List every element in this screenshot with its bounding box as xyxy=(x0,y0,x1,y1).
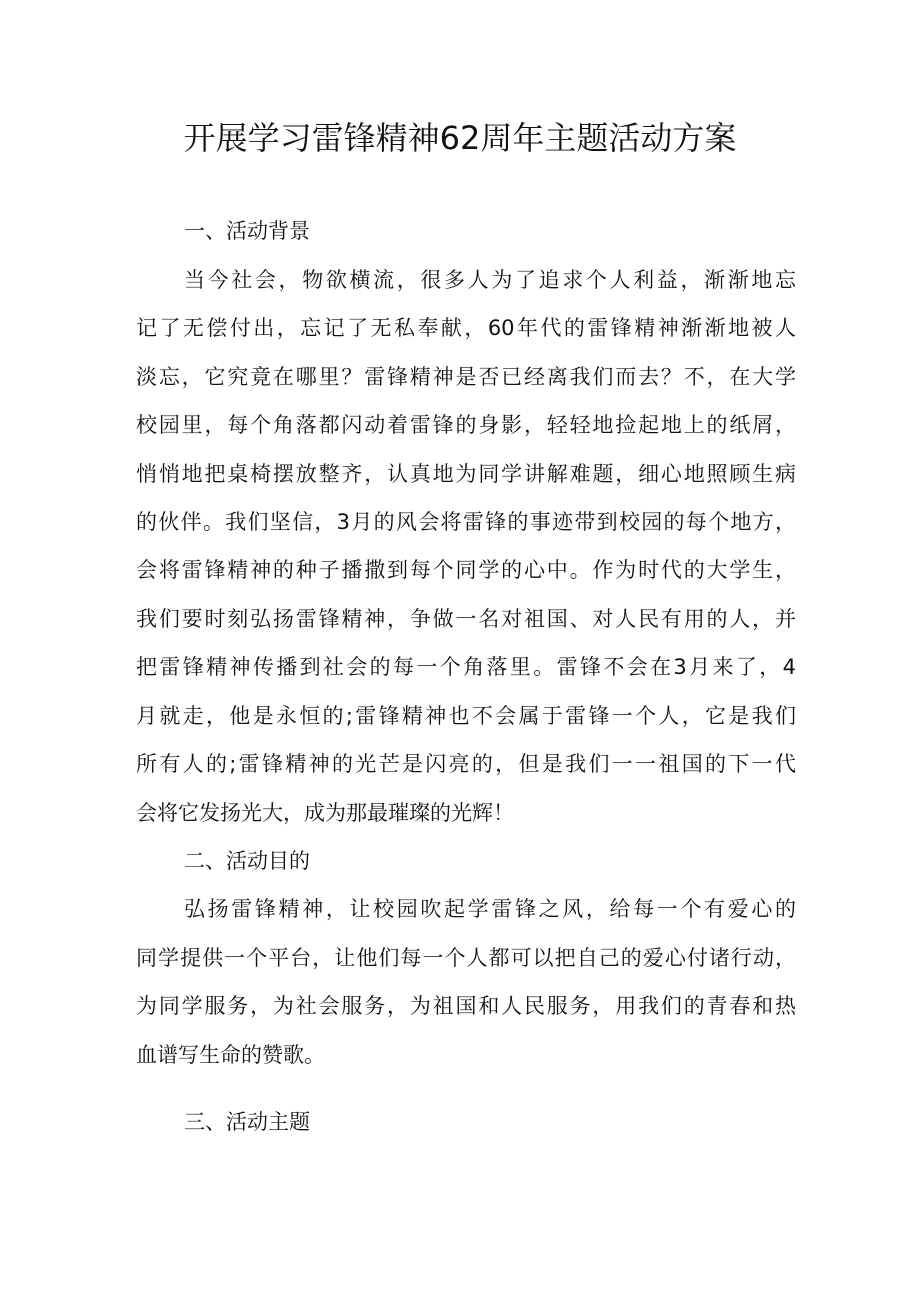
paragraph-line: 月就走，他是永恒的;雷锋精神也不会属于雷锋一个人，它是我们 xyxy=(136,704,796,728)
document-title: 开展学习雷锋精神62周年主题活动方案 xyxy=(183,119,737,157)
paragraph-line: 所有人的;雷锋精神的光芒是闪亮的，但是我们一一祖国的下一代 xyxy=(136,752,796,776)
paragraph-line: 的伙伴。我们坚信，3月的风会将雷锋的事迹带到校园的每个地方， xyxy=(136,510,796,534)
section-heading-purpose: 二、活动目的 xyxy=(184,849,310,873)
paragraph-line: 淡忘，它究竟在哪里？雷锋精神是否已经离我们而去？不，在大学 xyxy=(136,365,796,389)
paragraph-line: 把雷锋精神传播到社会的每一个角落里。雷锋不会在3月来了，4 xyxy=(136,655,796,679)
paragraph-line: 会将它发扬光大，成为那最璀璨的光辉！ xyxy=(136,801,514,825)
paragraph-line: 校园里，每个角落都闪动着雷锋的身影，轻轻地捡起地上的纸屑， xyxy=(136,413,796,437)
section-heading-theme: 三、活动主题 xyxy=(184,1110,310,1134)
paragraph-line: 弘扬雷锋精神，让校园吹起学雷锋之风，给每一个有爱心的 xyxy=(184,897,796,921)
paragraph-line: 当今社会，物欲横流，很多人为了追求个人利益，渐渐地忘 xyxy=(184,268,796,292)
paragraph-line: 我们要时刻弘扬雷锋精神，争做一名对祖国、对人民有用的人，并 xyxy=(136,607,796,631)
paragraph-line: 同学提供一个平台，让他们每一个人都可以把自己的爱心付诸行动， xyxy=(136,946,796,970)
section-heading-background: 一、活动背景 xyxy=(184,219,310,243)
paragraph-line: 悄悄地把桌椅摆放整齐，认真地为同学讲解难题，细心地照顾生病 xyxy=(136,462,796,486)
paragraph-line: 为同学服务，为社会服务，为祖国和人民服务，用我们的青春和热 xyxy=(136,994,796,1018)
paragraph-line: 会将雷锋精神的种子播撒到每个同学的心中。作为时代的大学生， xyxy=(136,558,796,582)
paragraph-line: 血谱写生命的赞歌。 xyxy=(136,1043,325,1067)
paragraph-line: 记了无偿付出，忘记了无私奉献，60年代的雷锋精神渐渐地被人 xyxy=(136,316,796,340)
